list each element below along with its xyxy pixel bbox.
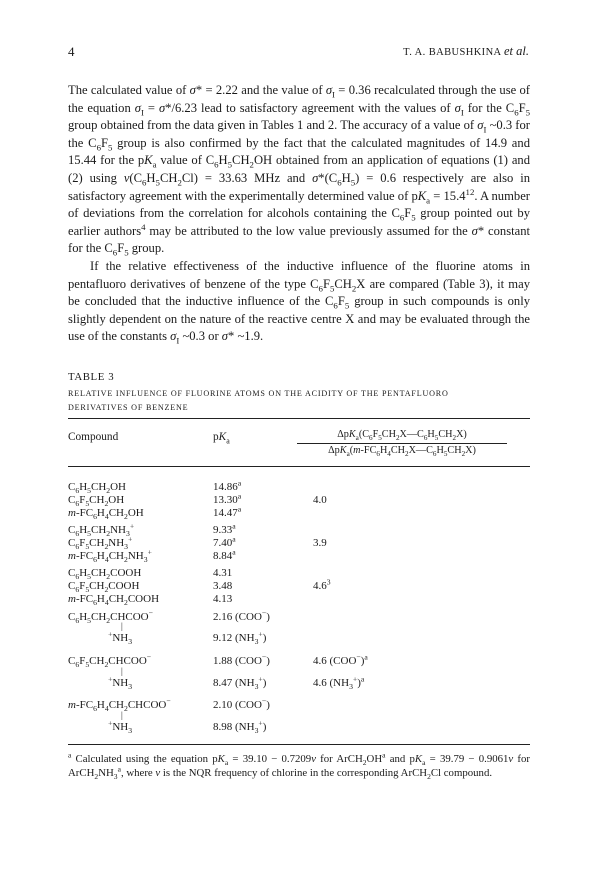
table-cell-ratio: 4.6 $(NH_3^+)^a$	[313, 674, 365, 692]
table-cell-ratio: $4.6^3$	[313, 577, 331, 592]
table-footnote: $^a$ Calculated using the equation $pK_a = 39.10 - 0.7209v$ for $ArCH_2OH^a$ and $pK_a = 39.79 - 0.9061v$ for $ArCH_2NH_3^a$, where v is the NQR frequency of chlorine in the corresponding ArCH$_2$Cl compound.	[68, 750, 531, 782]
table-cell-pka: 1.88 (COO−)	[213, 652, 270, 667]
column-header-ratio	[297, 428, 507, 458]
bond-line-icon: |	[121, 666, 123, 676]
running-head-suffix: et al.	[504, 44, 529, 58]
table-cell-compound: $m-FC_6H_4CH_2NH_3^+$	[68, 547, 152, 565]
column-header-pka: $pK_a$	[213, 431, 230, 446]
table-cell-pka: 8.84$^a$	[213, 547, 236, 562]
table-cell-compound: $C_6H_5CH_2NH_3^+$	[68, 521, 135, 539]
table-cell-compound: $^+NH_3$	[108, 674, 133, 692]
table-cell-ratio: 4.0	[313, 494, 327, 506]
bond-line-icon: |	[121, 621, 123, 631]
table-cell-pka: 2.10 (COO−)	[213, 696, 270, 711]
table-bottom-rule	[68, 744, 530, 745]
table-cell-pka: 7.40$^a$	[213, 534, 236, 549]
table-cell-compound: $C_6F_5CH_2NH_3^+$	[68, 534, 133, 552]
paragraph-2: If the relative effectiveness of the inductive influence of the fluorine atoms in pentafluoro derivatives of benzene of the type $C_6F_5CH_2X$ are compared (Table 3), it may be concluded that the inductive influence of the $C_6F_5$ group in such compounds is only slightly dependent on the nature of the reactive centre X and may be evaluated through the use of the constants $\sigma_I$ ~0.3 or σ* ~1.9.	[68, 258, 531, 346]
table-cell-ratio: 3.9	[313, 537, 327, 549]
table-cell-compound: $m-FC_6H_4CH_2COOH$	[68, 593, 160, 608]
table-cell-compound: $C_6F_5CH_2OH$	[68, 494, 125, 509]
paragraph-1: The calculated value of σ* = 2.22 and the value of $\sigma_I = 0.36$ recalculated through the use of the equation $\sigma_I = \sigma*/6.23$ lead to satisfactory agreement with the values of $\sigma_I$ for the $C_6F_5$ group obtained from the data given in Tables 1 and 2. The accuracy of a value of $\sigma_I$ ~0.3 for the $C_6F_5$ group is also confirmed by the fact that the calculated magnitudes of 14.9 and 15.44 for the $pK_a$ value of $C_6H_5CH_2OH$ obtained from an application of equations (1) and (2) using $v(C_6H_5CH_2Cl) = 33.63$ MHz and $\sigma*(C_6H_5) = 0.6$ respectively are also in satisfactory agreement with the experimentally determined value of $pK_a = 15.4^{12}$. A number of deviations from the correlation for alcohols containing the $C_6F_5$ group pointed out by earlier authors$^4$ may be attributed to the low value previously assumed for the σ* constant for the $C_6F_5$ group.	[68, 83, 531, 258]
table-label: TABLE 3	[68, 371, 115, 383]
table-cell-compound: $C_6H_5CH_2CHCOO^-$	[68, 608, 153, 626]
table-cell-ratio: 4.6 $(COO^-)^a$	[313, 652, 368, 667]
table-cell-pka: 9.33$^a$	[213, 521, 236, 536]
table-cell-compound: $m-FC_6H_4CH_2CHCOO^-$	[68, 696, 171, 714]
table-cell-pka: 4.31	[213, 567, 233, 579]
table-cell-pka: 8.98 $(NH_3^+)$	[213, 718, 267, 736]
table-cell-compound: $^+NH_3$	[108, 718, 133, 736]
table-cell-compound: $C_6H_5CH_2OH$	[68, 481, 126, 496]
table-cell-compound: $C_6F_5CH_2COOH$	[68, 580, 140, 595]
table-cell-pka: 3.48	[213, 580, 233, 592]
ratio-numerator: $\Delta pK_a(C_6F_5CH_2X—C_6H_5CH_2X)$	[297, 428, 507, 444]
body-text	[68, 82, 530, 346]
table-cell-pka: 13.30$^a$	[213, 491, 242, 506]
page-number: 4	[68, 44, 75, 59]
table-cell-compound: $C_6F_5CH_2CHCOO^-$	[68, 652, 152, 670]
table-cell-pka: 14.86$^a$	[213, 478, 242, 493]
table-cell-pka: 14.47$^a$	[213, 504, 242, 519]
table-caption: RELATIVE INFLUENCE OF FLUORINE ATOMS ON THE ACIDITY OF THE PENTAFLUORO DERIVATIVES OF BENZENE	[68, 389, 449, 412]
ratio-denominator: $\Delta pK_a(m-FC_6H_4CH_2X—C_6H_5CH_2X)$	[328, 445, 476, 459]
table-cell-compound: $^+NH_3$	[108, 629, 133, 647]
table-top-rule	[68, 418, 530, 419]
table-cell-pka: 4.13	[213, 593, 233, 605]
table-cell-pka: 2.16 (COO−)	[213, 608, 270, 623]
bond-line-icon: |	[121, 710, 123, 720]
table-header-rule	[68, 466, 530, 467]
table-cell-compound: $m-FC_6H_4CH_2OH$	[68, 507, 144, 522]
column-header-compound: Compound	[68, 431, 119, 443]
running-head	[403, 44, 529, 59]
table-cell-pka: 8.47 $(NH_3^+)$	[213, 674, 267, 692]
table-cell-pka: 9.12 $(NH_3^+)$	[213, 629, 267, 647]
table-cell-compound: $C_6H_5CH_2COOH$	[68, 567, 142, 582]
running-head-authors: T. A. BABUSHKINA	[403, 47, 501, 58]
